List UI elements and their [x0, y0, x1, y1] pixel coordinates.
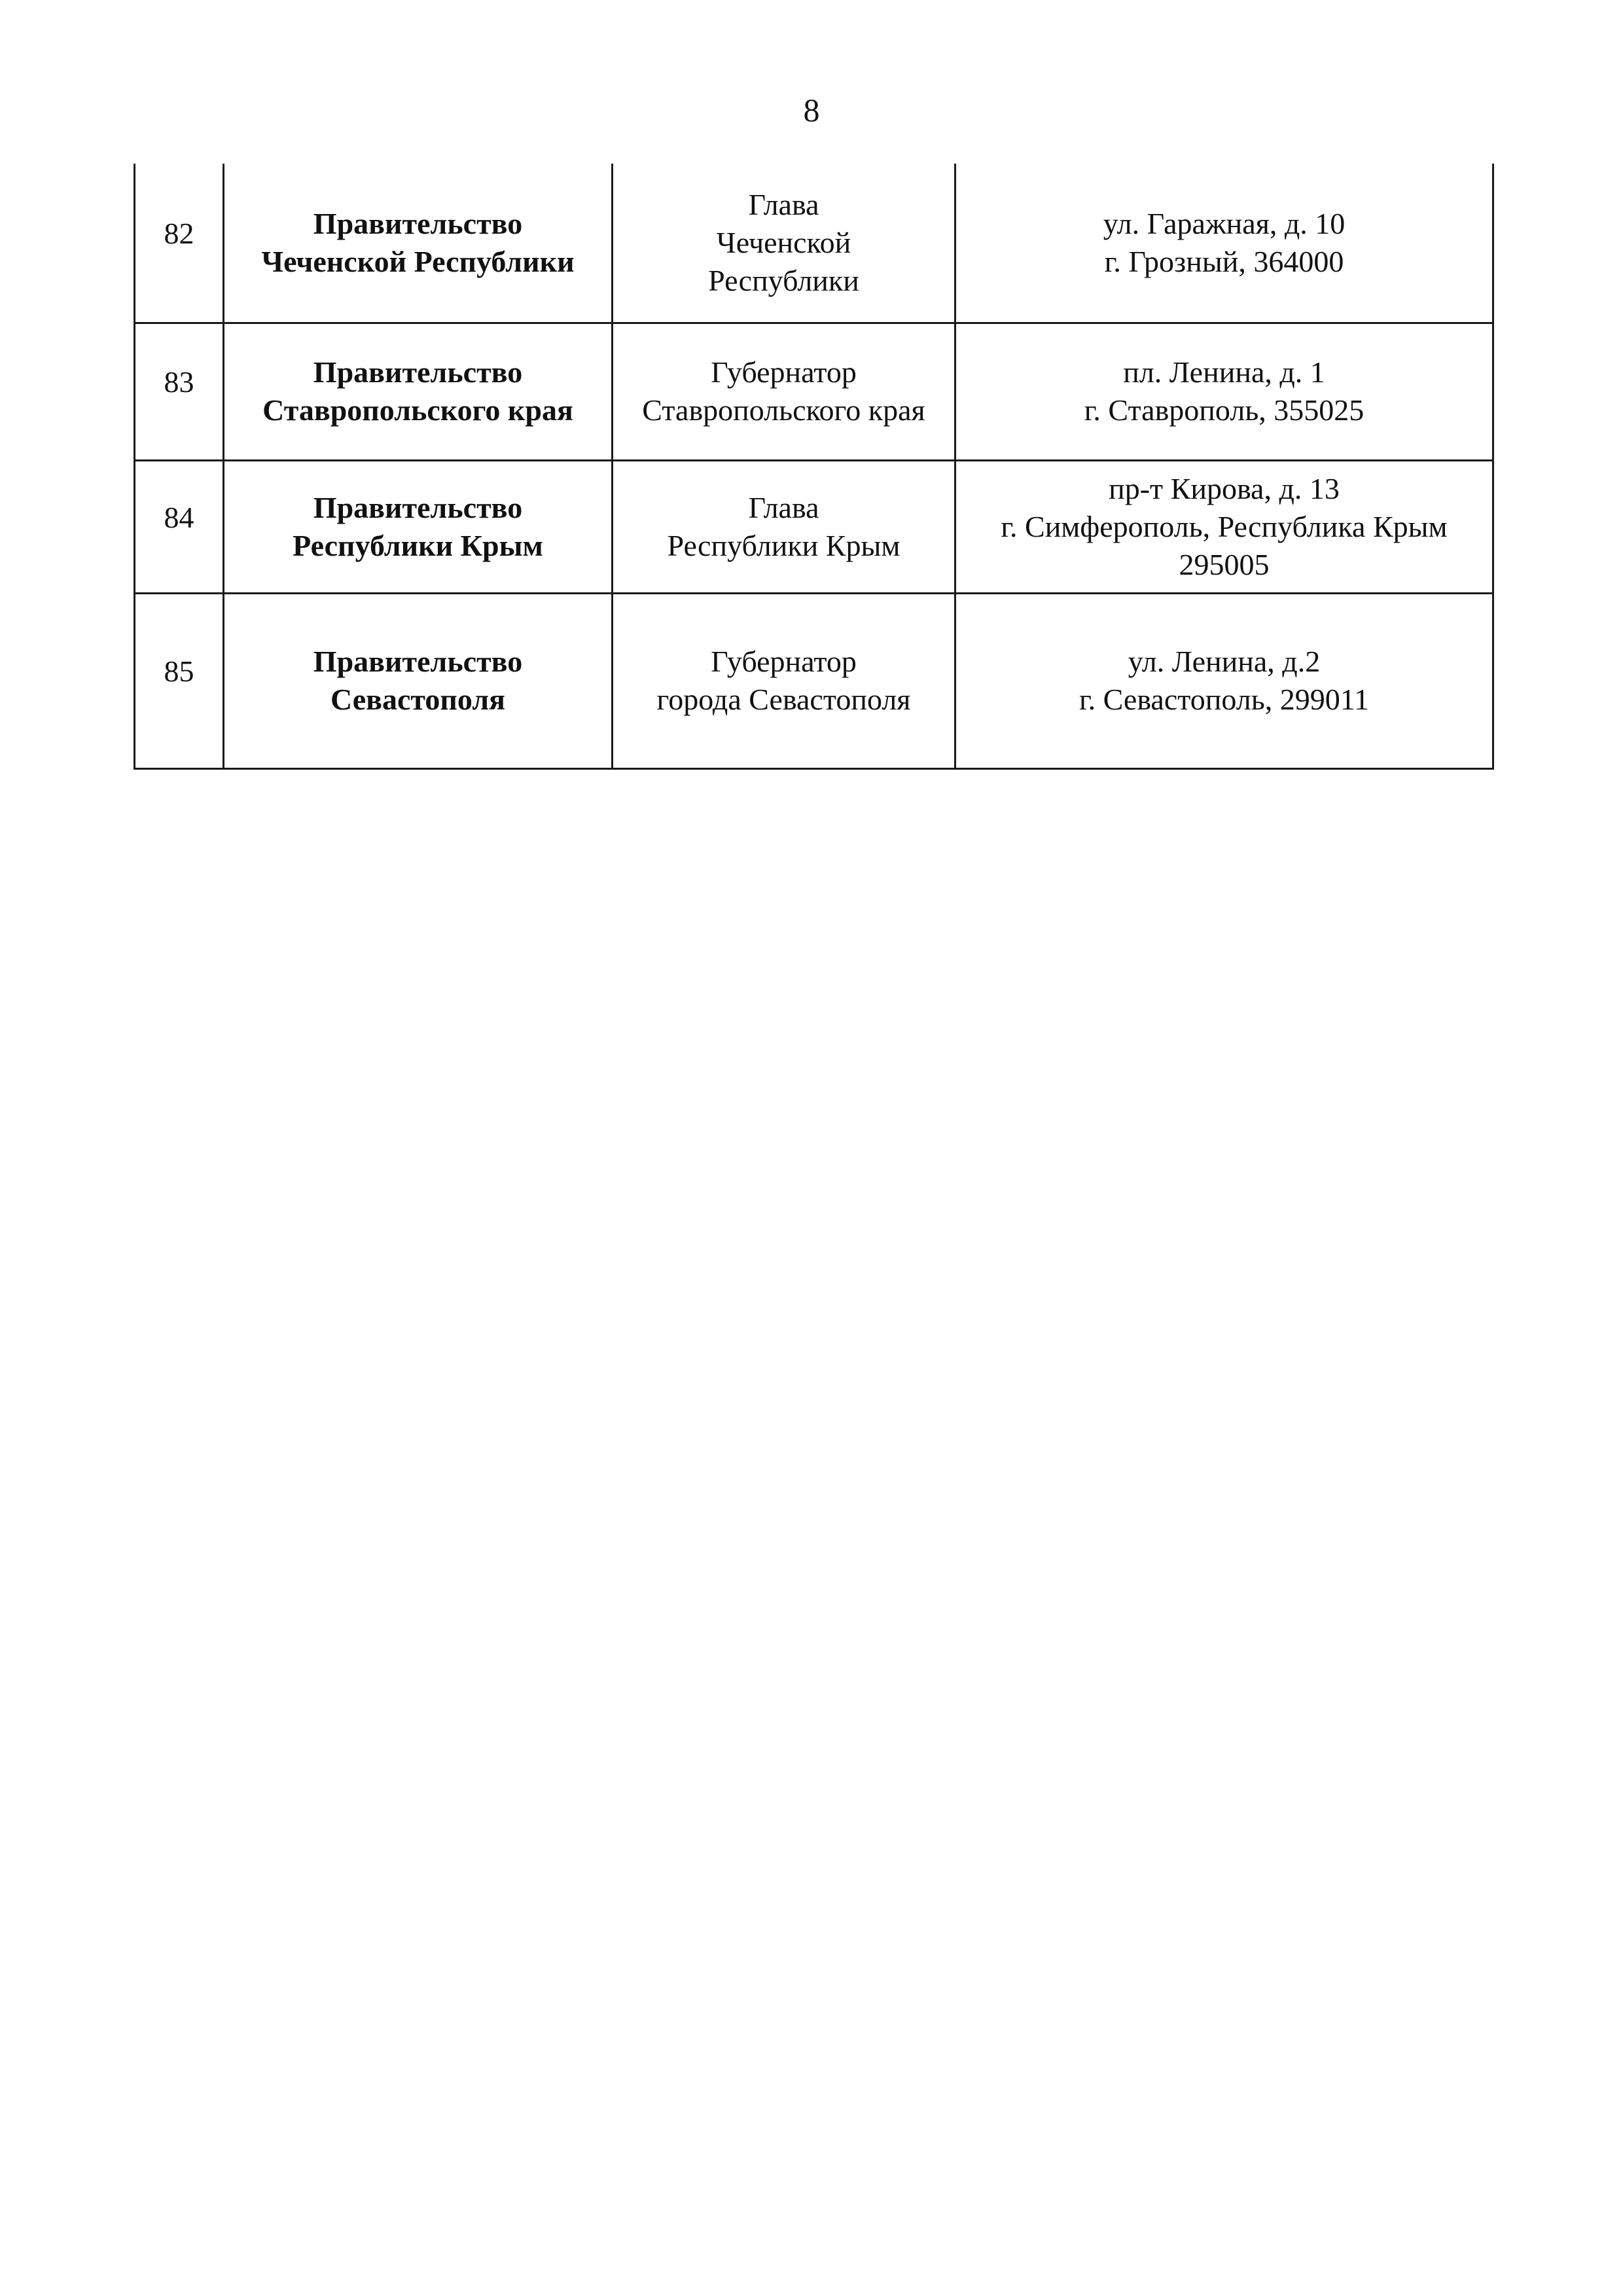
address-line: г. Грозный, 364000: [1104, 244, 1344, 278]
head-position-line: Ставропольского края: [642, 393, 925, 427]
organization-line: Чеченской Республики: [261, 244, 575, 278]
table-row: [135, 323, 1493, 460]
address-line: ул. Гаражная, д. 10: [1103, 206, 1346, 240]
address-line: 295005: [1179, 547, 1270, 581]
head-position-line: Республики: [708, 263, 859, 297]
address-line: пр-т Кирова, д. 13: [1109, 471, 1340, 505]
address-line: пл. Ленина, д. 1: [1123, 355, 1325, 389]
head-position-cell: [613, 593, 955, 768]
organization-line: Республики Крым: [293, 528, 543, 562]
organization-cell: [224, 593, 613, 768]
organization-line: Правительство: [313, 490, 523, 524]
table-row: [135, 460, 1493, 593]
table-row: [135, 593, 1493, 768]
address-line: г. Ставрополь, 355025: [1084, 393, 1364, 427]
row-number: 83: [164, 365, 194, 399]
address-cell: [955, 460, 1493, 593]
head-position-cell: [613, 460, 955, 593]
head-position-line: Глава: [748, 187, 819, 221]
organization-cell: [224, 323, 613, 460]
address-cell: [955, 323, 1493, 460]
address-cell: [955, 593, 1493, 768]
row-number-cell: [135, 164, 224, 323]
row-number: 85: [164, 655, 194, 688]
head-position-cell: [613, 164, 955, 323]
head-position-line: Республики Крым: [667, 528, 901, 562]
page-number: 8: [803, 92, 820, 128]
row-number: 84: [164, 500, 194, 534]
address-line: ул. Ленина, д.2: [1128, 645, 1321, 678]
head-position-cell: [613, 323, 955, 460]
row-number-cell: [135, 460, 224, 593]
head-position-line: Глава: [748, 490, 819, 524]
organization-line: Севастополя: [330, 683, 506, 716]
organization-line: Правительство: [313, 645, 523, 678]
table-row: [135, 164, 1493, 323]
address-line: г. Симферополь, Республика Крым: [1001, 509, 1448, 543]
organization-cell: [224, 460, 613, 593]
head-position-line: города Севастополя: [656, 683, 911, 716]
row-number: 82: [164, 216, 194, 250]
head-position-line: Губернатор: [711, 645, 857, 678]
row-number-cell: [135, 323, 224, 460]
head-position-line: Чеченской: [716, 225, 851, 259]
registry-table: [134, 164, 1494, 770]
address-cell: [955, 164, 1493, 323]
organization-line: Ставропольского края: [262, 393, 573, 427]
organization-cell: [224, 164, 613, 323]
organization-line: Правительство: [313, 355, 523, 389]
registry-table-container: [134, 164, 1492, 770]
head-position-line: Губернатор: [711, 355, 857, 389]
organization-line: Правительство: [313, 206, 523, 240]
row-number-cell: [135, 593, 224, 768]
address-line: г. Севастополь, 299011: [1079, 683, 1370, 716]
